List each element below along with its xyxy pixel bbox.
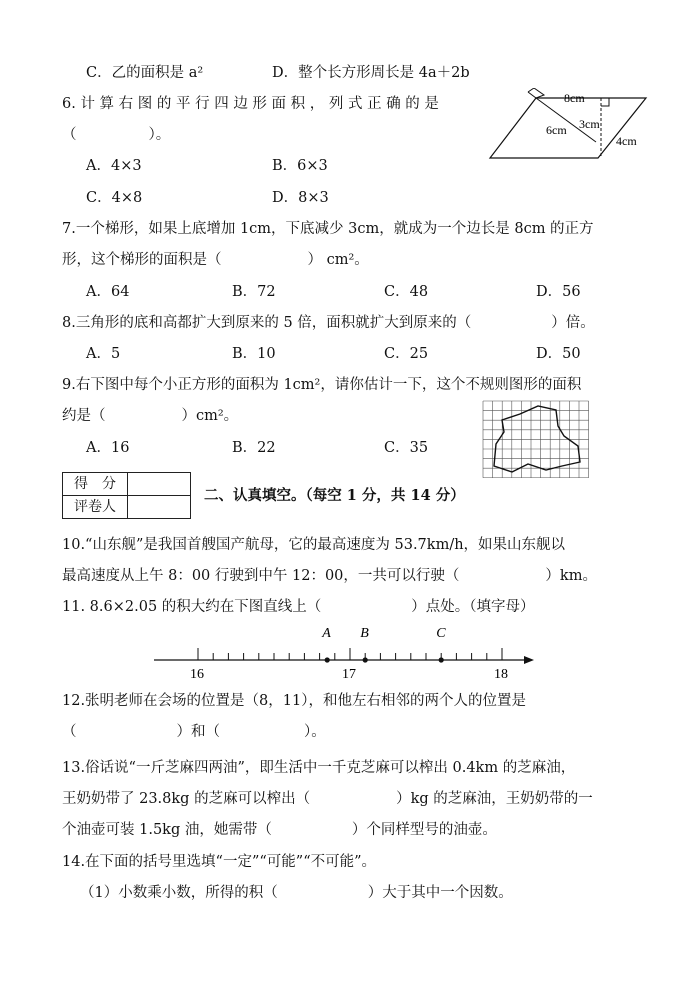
q7-answer-line: 形，这个梯形的面积是（ ） cm²。 [62, 252, 369, 268]
slant-side-label: 4cm [616, 134, 637, 148]
q12-question: 12.张明老师在会场的位置是（8，11），和他左右相邻的两个人的位置是 [62, 693, 526, 709]
grader-label: 评卷人 [63, 496, 128, 519]
q6-option-c: C．4×8 [86, 190, 143, 206]
q7-option-c: C．48 [384, 284, 429, 300]
q9-answer-line: 约是（ ）cm²。 [62, 408, 239, 424]
q8-option-b: B．10 [232, 346, 276, 362]
tick-label-18: 18 [494, 667, 508, 682]
q7-option-a: A．64 [86, 284, 130, 300]
q12-answer-line: （ ）和（ ）。 [62, 724, 326, 740]
q6-question: 6. 计 算 右 图 的 平 行 四 边 形 面 积 ， 列 式 正 确 的 是 [62, 96, 439, 112]
q9-option-a: A．16 [86, 440, 130, 456]
q10-question: 10.“山东舰”是我国首艘国产航母，它的最高速度为 53.7km/h，如果山东舰以 [62, 537, 566, 553]
height-label: 3cm [579, 117, 600, 131]
q9-option-b: B．22 [232, 440, 276, 456]
q6-option-a: A．4×3 [86, 158, 142, 174]
q8-question: 8.三角形的底和高都扩大到原来的 5 倍，面积就扩大到原来的（ ）倍。 [62, 315, 595, 331]
right-angle-mark-left [528, 88, 544, 98]
q7-option-b: B．72 [232, 284, 276, 300]
point-label-b: B [360, 626, 369, 641]
q11-question: 11. 8.6×2.05 的积大约在下图直线上（ ）点处。（填字母） [62, 599, 535, 615]
top-side-label: 8cm [564, 91, 585, 105]
q5-option-d: D．整个长方形周长是 4a＋2b [272, 65, 470, 81]
point-label-a: A [322, 626, 331, 641]
score-box [62, 472, 191, 519]
tick-label-16: 16 [190, 667, 204, 682]
q7-option-d: D．56 [536, 284, 581, 300]
point-label-c: C [436, 626, 446, 641]
parallelogram-shape [490, 98, 646, 158]
q14-question: 14.在下面的括号里选填“一定”“可能”“不可能”。 [62, 854, 377, 870]
grader-field[interactable] [128, 496, 191, 519]
q13-answer-line-1: 王奶奶带了 23.8kg 的芝麻可以榨出（ ）kg 的芝麻油，王奶奶带的一 [62, 791, 593, 807]
number-line [150, 620, 540, 686]
section-2-title: 二、认真填空。（每空 1 分，共 14 分） [204, 487, 465, 504]
q13-answer-line-2: 个油壶可装 1.5kg 油，她需带（ ）个同样型号的油壶。 [62, 822, 497, 838]
q6-option-d: D．8×3 [272, 190, 329, 206]
irregular-shape [494, 406, 580, 472]
point-b [363, 657, 368, 662]
q9-question: 9.右下图中每个小正方形的面积为 1cm²，请你估计一下，这个不规则图形的面积 [62, 377, 582, 393]
q8-option-c: C．25 [384, 346, 429, 362]
q13-question: 13.俗话说“一斤芝麻四两油”，即生活中一千克芝麻可以榨出 0.4km 的芝麻油， [62, 760, 576, 776]
score-label: 得 分 [63, 473, 128, 496]
point-c [439, 657, 444, 662]
grid-figure [482, 400, 592, 478]
left-altitude-label: 6cm [546, 123, 567, 137]
parallelogram-figure [488, 88, 648, 168]
q8-option-a: A．5 [86, 346, 121, 362]
q6-option-b: B．6×3 [272, 158, 328, 174]
q9-option-c: C．35 [384, 440, 429, 456]
q10-answer-line: 最高速度从上午 8：00 行驶到中午 12：00，一共可以行驶（ ）km。 [62, 568, 597, 584]
q8-option-d: D．50 [536, 346, 581, 362]
q14-sub1: （1）小数乘小数，所得的积（ ）大于其中一个因数。 [80, 885, 513, 901]
q7-question: 7.一个梯形，如果上底增加 1cm，下底减少 3cm，就成为一个边长是 8cm 的正方 [62, 221, 594, 237]
point-a [325, 657, 330, 662]
q5-option-c: C．乙的面积是 a² [86, 65, 204, 81]
arrow-icon [524, 656, 534, 664]
q6-answer-line: （ ）。 [62, 127, 171, 143]
score-field[interactable] [128, 473, 191, 496]
tick-label-17: 17 [342, 667, 356, 682]
right-angle-mark-top [601, 98, 609, 106]
